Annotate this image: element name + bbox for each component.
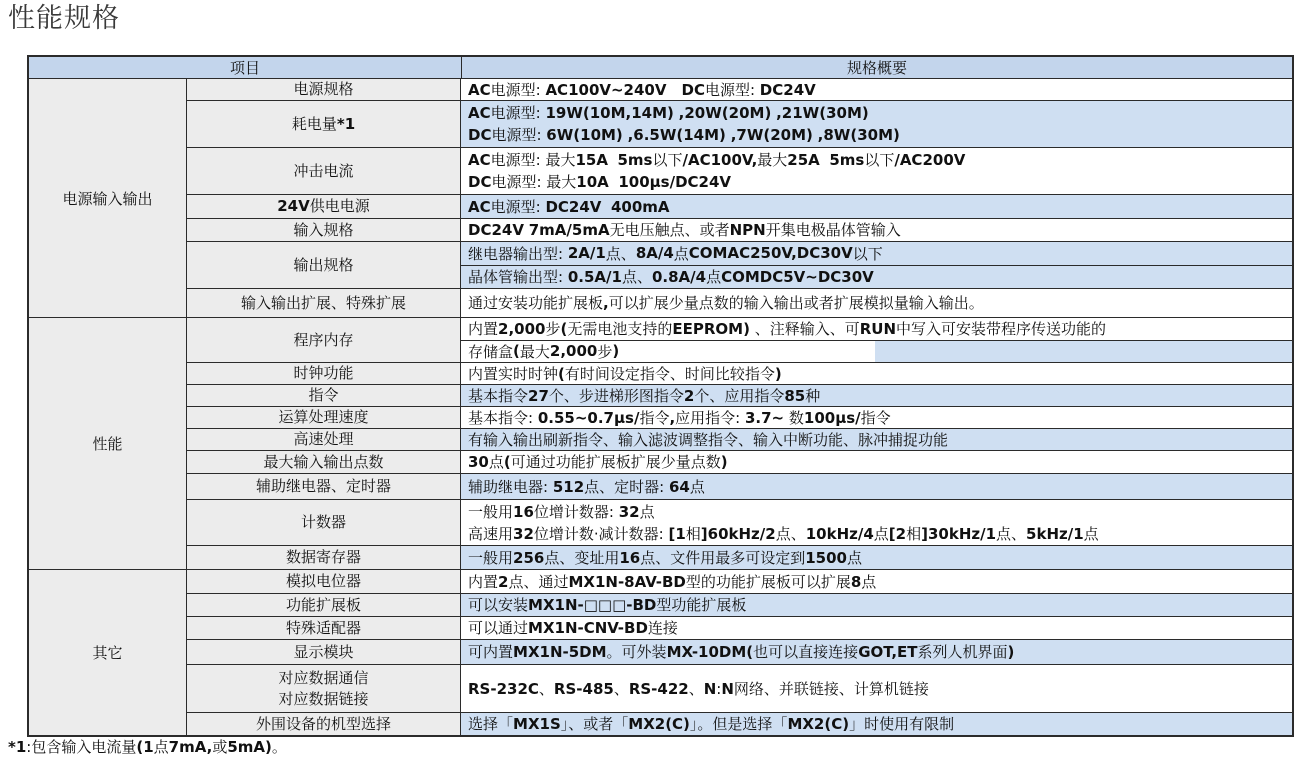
spec-cell: 有输入输出刷新指令、输入滤波调整指令、输入中断功能、脉冲捕捉功能 xyxy=(461,429,1292,450)
spec-cell: 30点(可通过功能扩展板扩展少量点数) xyxy=(461,451,1292,473)
spec-cell: AC电源型: DC24V 400mA xyxy=(461,195,1292,218)
footnote: *1:包含输入电流量(1点7mA,或5mA)。 xyxy=(8,738,287,756)
table-row xyxy=(187,79,1292,101)
item-cell: 输入输出扩展、特殊扩展 xyxy=(187,289,461,317)
table-row xyxy=(187,713,1292,735)
item-cell: 外围设备的机型选择 xyxy=(187,713,461,735)
spec-cell: AC电源型: 19W(10M,14M) ,20W(20M) ,21W(30M) DC电源型: 6W(10M) ,6.5W(14M) ,7W(20M) ,8W(30M) xyxy=(461,101,1292,147)
table-row xyxy=(187,474,1292,500)
spec-cell: 内置 2,000 步 ( 无需电池支持的 EEPROM) 、注释输入、可 RUN 中写入可安装带程序传送功能的 存储盒 ( 最大 2,000 步 ) xyxy=(461,318,1292,362)
section-other xyxy=(29,570,1292,735)
item-cell: 对应数据通信 对应数据链接 xyxy=(187,665,461,712)
spec-cell: 基本指令27个、步进梯形图指令2个、应用指令85种 xyxy=(461,385,1292,406)
spec-cell: 可内置MX1N-5DM。可外装MX-10DM(也可以直接连接GOT,ET系列人机界面) xyxy=(461,640,1292,664)
item-cell: 计数器 xyxy=(187,500,461,545)
item-cell: 程序内存 xyxy=(187,318,461,362)
section-performance xyxy=(29,318,1292,570)
group-cell: 其它 xyxy=(29,570,187,735)
item-cell: 特殊适配器 xyxy=(187,617,461,639)
spec-cell: AC电源型: 最大15A 5ms以下/AC100V,最大25A 5ms以下/AC200V DC电源型: 最大10A 100μs/DC24V xyxy=(461,148,1292,194)
item-cell: 数据寄存器 xyxy=(187,546,461,569)
item-cell: 输出规格 xyxy=(187,242,461,288)
spec-cell: RS-232C、RS-485、RS-422、N:N网络、并联链接、计算机链接 xyxy=(461,665,1292,712)
stripe-filler xyxy=(875,341,1292,363)
spec-cell: 一般用16位增计数器: 32点 高速用32位增计数·减计数器: [1相]60kHz/2点、10kHz/4点[2相]30kHz/1点、5kHz/1点 xyxy=(461,500,1292,545)
table-row xyxy=(187,570,1292,594)
table-header-row xyxy=(29,57,1292,79)
table-row xyxy=(187,363,1292,385)
table-row xyxy=(187,242,1292,289)
table-row xyxy=(187,195,1292,219)
table-header-item: 项目 xyxy=(29,57,462,78)
item-cell: 时钟功能 xyxy=(187,363,461,384)
group-cell: 性能 xyxy=(29,318,187,569)
item-cell: 耗电量*1 xyxy=(187,101,461,147)
table-row xyxy=(187,594,1292,617)
page-title: 性能规格 xyxy=(8,3,120,34)
table-row xyxy=(187,385,1292,407)
item-cell: 辅助继电器、定时器 xyxy=(187,474,461,499)
spec-cell: 基本指令: 0.55~0.7μs/指令,应用指令: 3.7~ 数100μs/指令 xyxy=(461,407,1292,428)
spec-cell: 可以通过MX1N-CNV-BD连接 xyxy=(461,617,1292,639)
spec-cell: 选择「MX1S」、或者「MX2(C)」。但是选择「MX2(C)」时使用有限制 xyxy=(461,713,1292,735)
spec-cell: 内置实时时钟(有时间设定指令、时间比较指令) xyxy=(461,363,1292,384)
spec-cell: 辅助继电器: 512点、定时器: 64点 xyxy=(461,474,1292,499)
table-row xyxy=(187,665,1292,713)
section-power-io xyxy=(29,79,1292,318)
table-row xyxy=(187,640,1292,665)
item-cell: 功能扩展板 xyxy=(187,594,461,616)
item-cell: 最大输入输出点数 xyxy=(187,451,461,473)
table-row xyxy=(187,500,1292,546)
item-cell: 高速处理 xyxy=(187,429,461,450)
spec-cell: 内置2点、通过MX1N-8AV-BD型的功能扩展板可以扩展8点 xyxy=(461,570,1292,593)
table-row xyxy=(187,289,1292,317)
item-cell: 输入规格 xyxy=(187,219,461,241)
item-cell: 显示模块 xyxy=(187,640,461,664)
spec-cell: 通过安装功能扩展板,可以扩展少量点数的输入输出或者扩展模拟量输入输出。 xyxy=(461,289,1292,317)
spec-cell: DC24V 7mA/5mA无电压触点、或者NPN开集电极晶体管输入 xyxy=(461,219,1292,241)
spec-cell: 一般用256点、变址用16点、文件用最多可设定到1500点 xyxy=(461,546,1292,569)
table-row xyxy=(187,148,1292,195)
table-row xyxy=(187,429,1292,451)
item-cell: 运算处理速度 xyxy=(187,407,461,428)
item-cell: 模拟电位器 xyxy=(187,570,461,593)
item-cell: 24V供电电源 xyxy=(187,195,461,218)
table-row xyxy=(187,318,1292,363)
group-cell: 电源输入输出 xyxy=(29,79,187,317)
spec-cell: 继电器输出型: 2A/1 点、 8A/4 点 COM AC250V,DC30V 以下 晶体管输出型: 0.5A/1 点、 0.8A/4 点 COM DC5V~DC30V xyxy=(461,242,1292,288)
item-cell: 指令 xyxy=(187,385,461,406)
item-cell: 冲击电流 xyxy=(187,148,461,194)
item-cell: 电源规格 xyxy=(187,79,461,100)
table-row xyxy=(187,546,1292,569)
table-row xyxy=(187,407,1292,429)
table-header-spec: 规格概要 xyxy=(846,59,907,77)
spec-table xyxy=(27,55,1294,737)
spec-cell: AC电源型: AC100V~240V DC电源型: DC24V xyxy=(461,79,1292,100)
table-row xyxy=(187,617,1292,640)
spec-cell: 可以安装MX1N-□□□-BD型功能扩展板 xyxy=(461,594,1292,616)
table-row xyxy=(187,451,1292,474)
table-row xyxy=(187,219,1292,242)
table-row xyxy=(187,101,1292,148)
